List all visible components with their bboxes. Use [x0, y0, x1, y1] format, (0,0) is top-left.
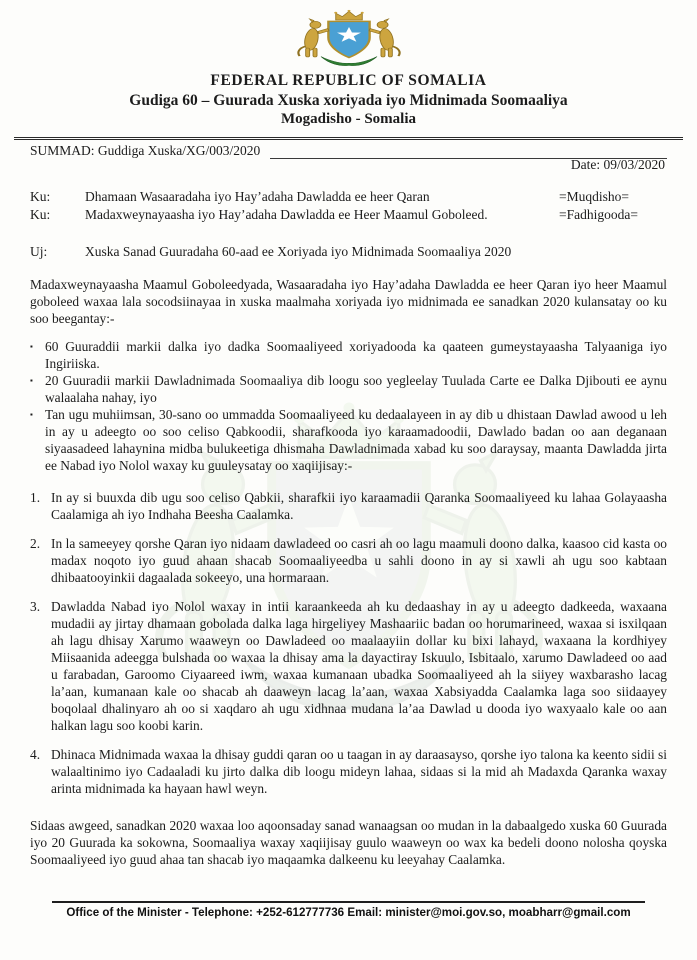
- letter-footer: [30, 901, 667, 960]
- country-title: FEDERAL REPUBLIC OF SOMALIA: [210, 72, 487, 89]
- recipients-block: [30, 188, 667, 224]
- bullet-list: [30, 338, 667, 474]
- recipient-station: =Fadhigooda=: [559, 207, 638, 222]
- item-number: 4.: [30, 747, 41, 762]
- date-label: Date: 09/03/2020: [570, 157, 665, 172]
- recipient-text: Dhamaan Wasaaradaha iyo Hay’adaha Dawladda ee heer Qaran: [85, 189, 430, 204]
- subject-label: Uj:: [30, 244, 48, 259]
- bullet-icon: ▪: [30, 342, 33, 351]
- subject-text: Xuska Sanad Guuradaha 60-aad ee Xoriyada iyo Midnimada Soomaaliya 2020: [85, 244, 512, 259]
- recipient-row: [30, 188, 667, 206]
- subject-row: [30, 243, 667, 261]
- item-text: In ay si buuxda dib ugu soo celiso Qabkii, sharafkii iyo karaamadii Qaranka Soomaaliyeed ku lahaa Golayaasha Caalamiga ah iyo Indhaha Beesha Caalamka.: [51, 490, 667, 522]
- letter-content: [30, 8, 667, 868]
- bullet-text: 20 Guuradii markii Dawladnimada Soomaaliya dib loogu soo yegleelay Tuulada Carte ee Dalka Djibouti ee aynu walaalaha nahay, iyo: [45, 373, 667, 405]
- numbered-list: [30, 477, 667, 797]
- footer-contact: Office of the Minister - Telephone: +252-612777736 Email: minister@moi.gov.so, moabharr@gmail.com: [66, 906, 631, 919]
- city-line: Mogadisho - Somalia: [280, 111, 416, 127]
- recipient-label: Ku:: [30, 207, 51, 222]
- intro-paragraph: Madaxweynayaasha Maamul Goboleedyada, Wasaaradaha iyo Hay’adaha Dawladda ee heer Qaran iyo heer Maamul goboleed waxaa lala socodsiinayaa in xuska maalmaha xoriyada iyo midnimada ee sanadkan 2020 kulansatay oo ku soo beegantay:-: [30, 277, 667, 326]
- bullet-item: [30, 372, 667, 406]
- recipient-text: Madaxweynayaasha iyo Hay’adaha Dawladda ee Heer Maamul Goboleed.: [85, 207, 488, 222]
- bullet-text: 60 Guuraddii markii dalka iyo dadka Soomaaliyeed xoriyadooda ka qaateen gumeystayaasha Talyaaniga iyo Ingiriiska.: [45, 339, 667, 371]
- closing-paragraph: Sidaas awgeed, sanadkan 2020 waxaa loo aqoonsaday sanad wanaagsan oo mudan in la dabaalgedo xuska 60 Guurada iyo 20 Guurada ka sokowna, Soomaaliya waxay xaqiijisay guulo waaweyn oo wax ka bedeli doono nolosha qoyska Soomaaliyeed iyo guud ahaa tan shacab iyo maqaamka dalkeenu ku leeyahay Caalamka.: [30, 818, 667, 867]
- recipient-label: Ku:: [30, 189, 51, 204]
- footer-rule: [52, 901, 645, 903]
- bullet-icon: ▪: [30, 376, 33, 385]
- item-text: Dawladda Nabad iyo Nolol waxay in intii karaankeeda ah ku dedaashay in ay u adeegto dadkeeda, waxaana mudadii ay jirtay dhamaan gobolada dalka laga hirgeliyey Mashaariic badan oo horumarineed, waxaa si isxilqaan ah lagu dhisay Xarumo waaweyn oo Dawladeed oo maalaayiin dollar ku bixi lahayd, waxaana la kordhiyey Miisaanida adeegga bulshada oo waxaa la dhisay ama la dayactiray Iskuulo, Isbitaalo, xarumo Dawladeed oo aad u farabadan, Garoomo Ciyaareed iwm, waxaa kumanaan ubadka Soomaaliyeed ah la siiyey waxbarasho lacag la’aan, kumanaan kale oo shacab ah daaweyn lacag la’aan, waxaa Xabsiyadda Caalamka laga soo siidaayey boqolaal dhalinyaro ah oo si xaqdaro ah ugu xidhnaa mudana la’aa Dawlad u dooda iyo waxyaalo kale oo aan halkan lagu soo koobi karin.: [51, 599, 667, 733]
- bullet-text: Tan ugu muhiimsan, 30-sano oo ummadda Soomaaliyeed ku dedaalayeen in ay dib u dhistaan Dawlad awood u leh in ay u adeegto oo soo celiso Qabkoodii, sharafkooda iyo karaamadoodii, Dawlado badan oo aan deganaan siyaasadeed lahaynina midba bulukeetiga dhismaha Dawladnimada xabad ku soo daraysay, maanta Dawladda jirta ee Nabad iyo Nolol waxay ku guuleysatay oo xaqiijisay:-: [45, 407, 667, 473]
- item-number: 2.: [30, 536, 41, 551]
- letterhead: [30, 8, 667, 128]
- numbered-item: [30, 746, 667, 797]
- recipient-station: =Muqdisho=: [559, 189, 629, 204]
- numbered-item: [30, 535, 667, 586]
- somalia-coat-of-arms-icon: [293, 8, 405, 68]
- bullet-item: [30, 338, 667, 372]
- bullet-item: [30, 406, 667, 474]
- committee-title: Gudiga 60 – Guurada Xuska xoriyada iyo Midnimada Soomaaliya: [129, 92, 568, 109]
- recipient-row: [30, 206, 667, 224]
- numbered-item: [30, 489, 667, 523]
- item-text: In la sameeyey qorshe Qaran iyo nidaam dawladeed oo casri ah oo lagu maamuli doono dalka, kaasoo cid kasta oo madax noqoto iyo guud ahaan shacab Soomaaliyeedba u sahli doono in ay si xawli ah ugu soo kabtaan dhibaatooyinkii dagaalada sokeeyo, una hormaraan.: [51, 536, 667, 585]
- item-number: 1.: [30, 490, 41, 505]
- numbered-item: [30, 598, 667, 734]
- item-number: 3.: [30, 599, 41, 614]
- bullet-icon: ▪: [30, 410, 33, 419]
- reference-number: SUMMAD: Guddiga Xuska/XG/003/2020: [30, 143, 261, 158]
- item-text: Dhinaca Midnimada waxaa la dhisay guddi qaran oo u taagan in ay daraasayso, qorshe iyo talona ka keento sidii si walaaltinimo iyo Cadaaladi ku jirto dalka dib loogu mideyn lahaa, sidaas si la mid ah Madaxda Qaranka waxay arinta midnimada ka hayaan hawl weyn.: [51, 747, 667, 796]
- reference-section: [14, 137, 683, 175]
